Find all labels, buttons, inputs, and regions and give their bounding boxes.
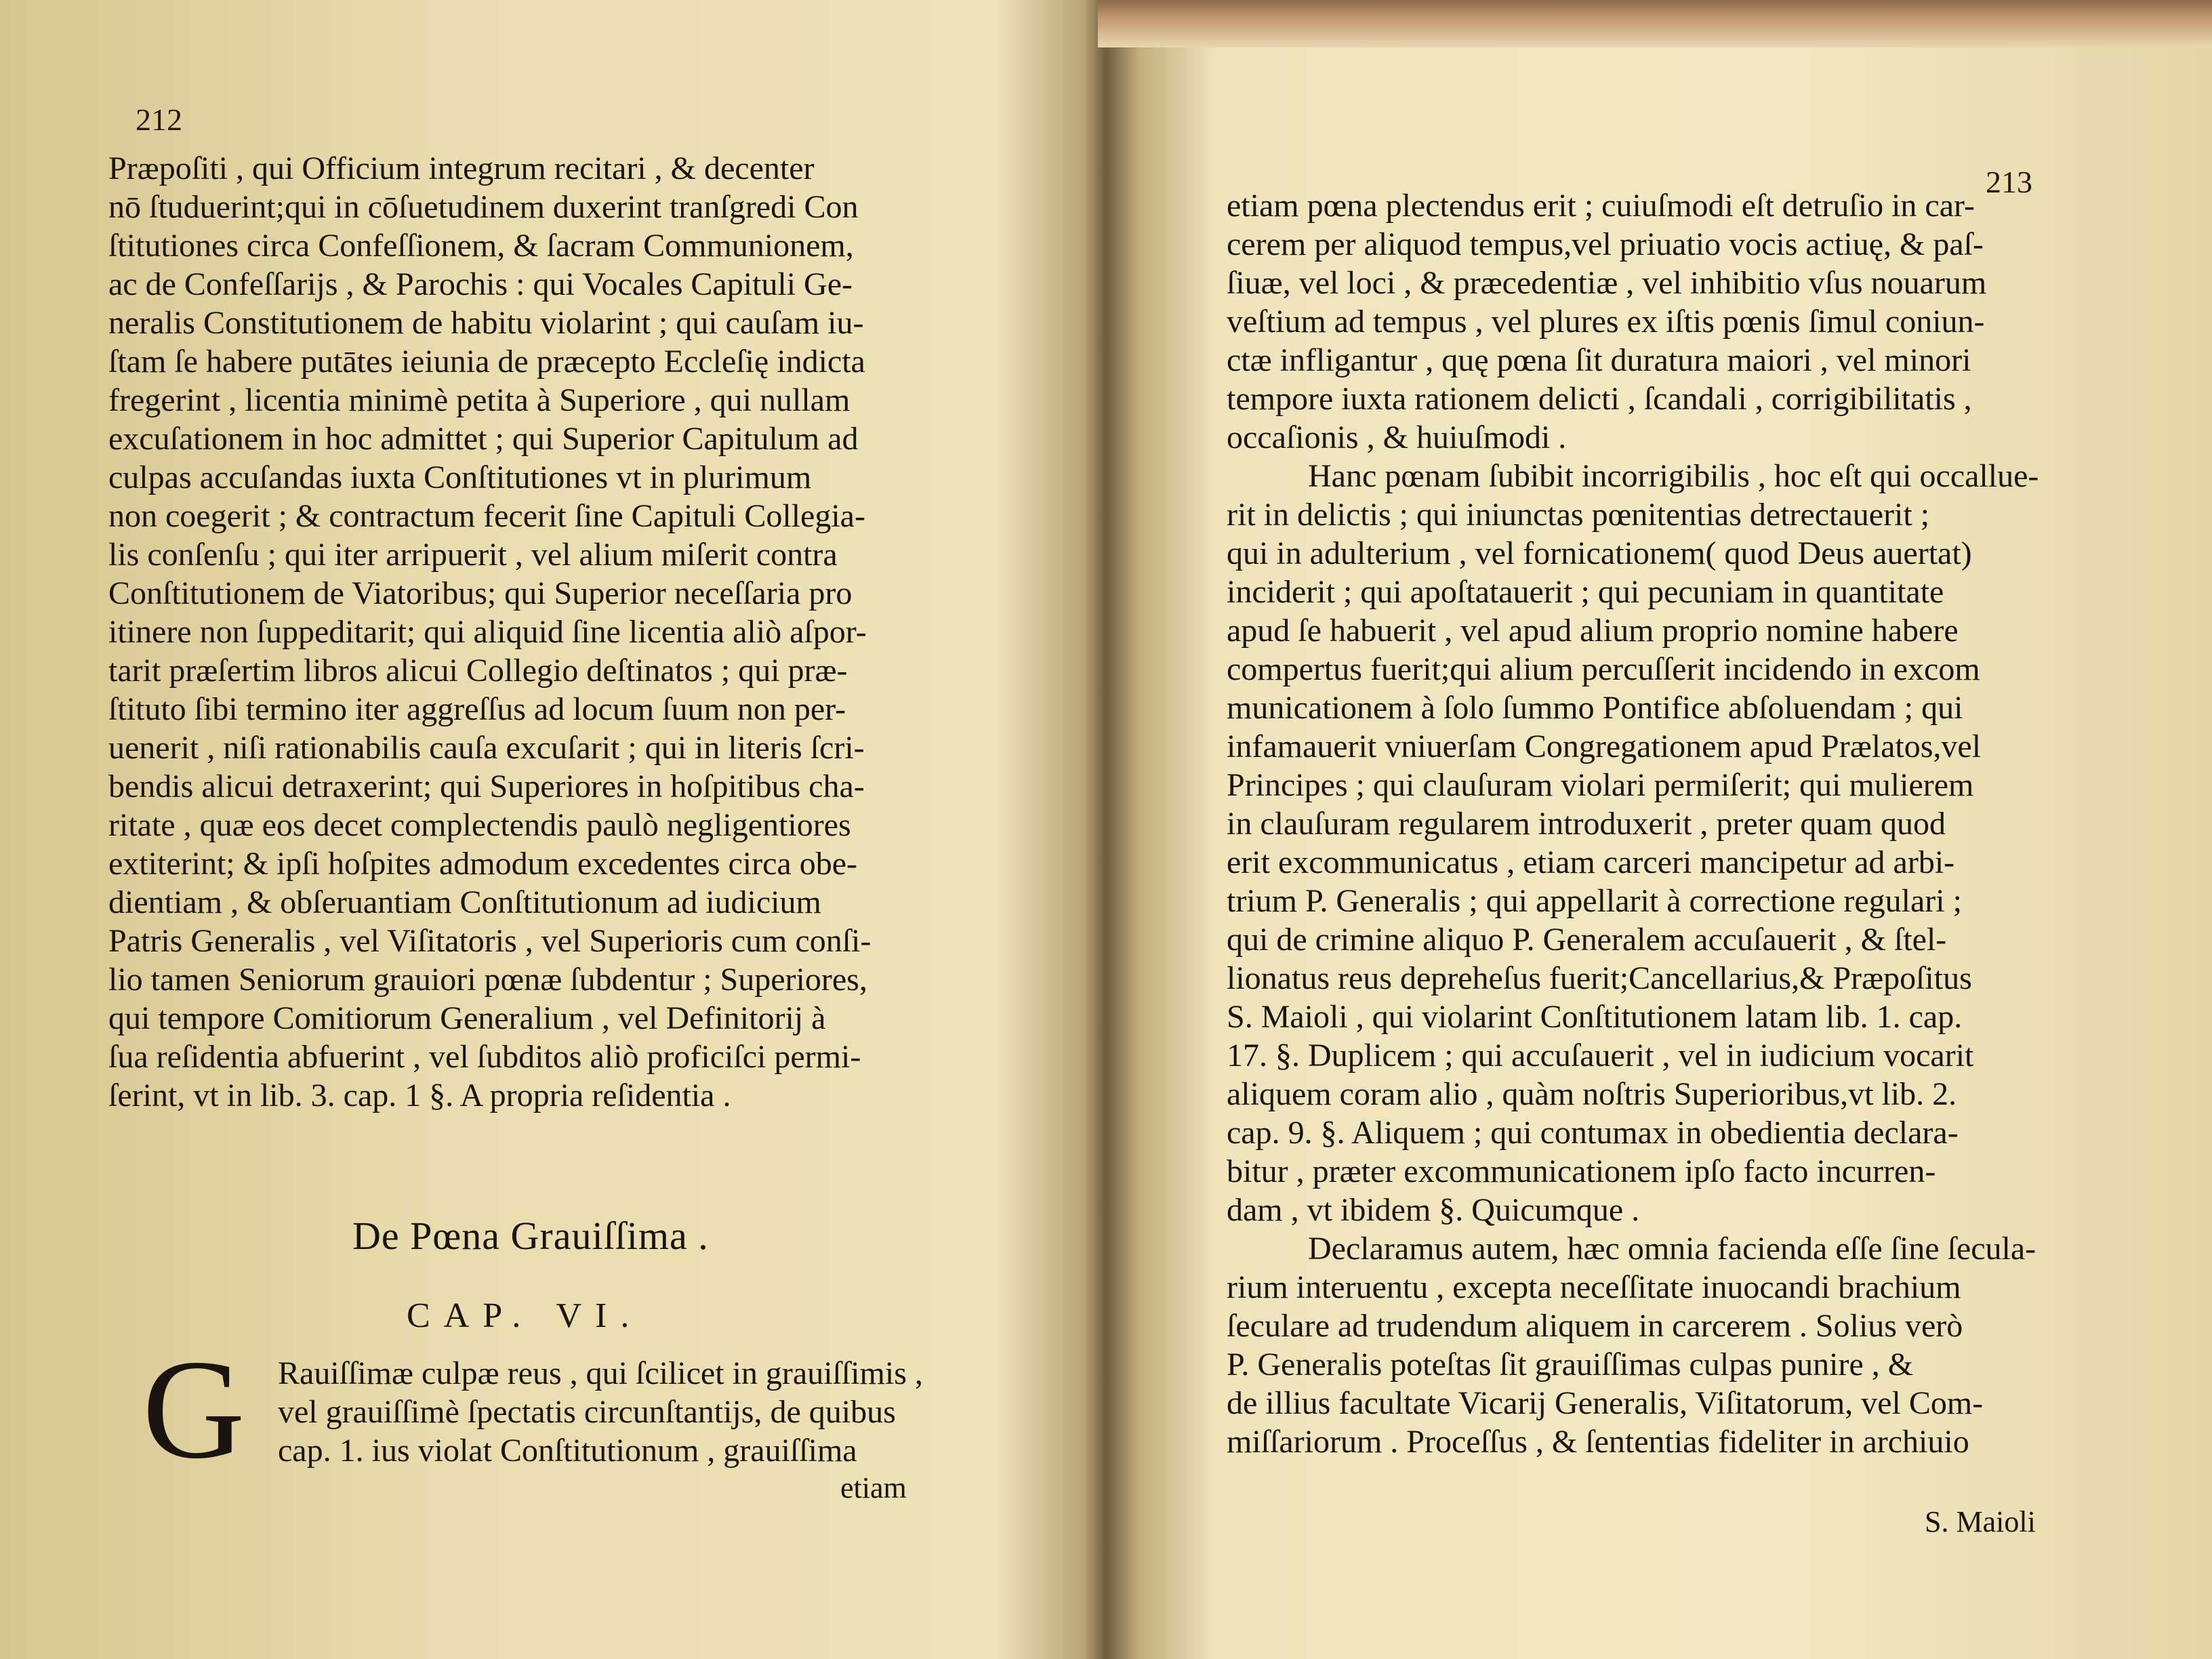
- text-line: ctæ infligantur , quę pœna ſit duratura maiori , vel minori: [1227, 342, 1971, 378]
- text-line: qui de crimine aliquo P. Generalem accuſauerit , & ſtel-: [1227, 922, 1947, 958]
- text-line: bitur , præter excommunicationem ipſo facto incurren-: [1227, 1153, 1936, 1189]
- text-line: lio tamen Seniorum grauiori pœnæ ſubdentur ; Superiores,: [108, 962, 867, 998]
- text-line: Declaramus autem, hæc omnia facienda eſſe ſine ſecula-: [1308, 1231, 2036, 1267]
- text-line: cap. 1. ius violat Conſtitutionum , grauiſſima: [278, 1433, 857, 1469]
- table-edge: [1098, 0, 2212, 47]
- text-line: in clauſuram regularem introduxerit , preter quam quod: [1227, 806, 1946, 842]
- section-heading: De Pœna Grauiſſima .: [352, 1214, 709, 1258]
- text-line: ſtitutiones circa Confeſſionem, & ſacram Communionem,: [108, 228, 854, 264]
- text-line: cap. 9. §. Aliquem ; qui contumax in obedientia declara-: [1227, 1115, 1959, 1151]
- text-line: 17. §. Duplicem ; qui accuſauerit , vel in iudicium vocarit: [1227, 1038, 1974, 1073]
- text-line: extiterint; & ipſi hoſpites admodum excedentes circa obe-: [108, 846, 857, 882]
- text-line: erit excommunicatus , etiam carceri mancipetur ad arbi-: [1227, 844, 1955, 880]
- text-line: qui tempore Comitiorum Generalium , vel Definitorij à: [108, 1000, 826, 1036]
- text-line: fregerint , licentia minimè petita à Superiore , qui nullam: [108, 382, 851, 418]
- text-line: veſtium ad tempus , vel plures ex iſtis pœnis ſimul coniun-: [1227, 304, 1985, 340]
- text-line: Præpoſiti , qui Officium integrum recitari , & decenter: [108, 150, 815, 186]
- text-line: etiam pœna plectendus erit ; cuiuſmodi eſt detruſio in car-: [1227, 188, 1975, 224]
- text-line: ac de Confeſſarijs , & Parochis : qui Vocales Capituli Ge-: [108, 266, 853, 302]
- text-line: Hanc pœnam ſubibit incorrigibilis , hoc eſt qui occallue-: [1308, 458, 2039, 494]
- text-line: compertus fuerit;qui alium percuſſerit incidendo in excom: [1227, 651, 1980, 687]
- text-line: culpas accuſandas iuxta Conſtitutiones vt in plurimum: [108, 459, 812, 495]
- text-line: tarit præſertim libros alicui Collegio deſtinatos ; qui præ-: [108, 653, 848, 689]
- text-line: neralis Constitutionem de habitu violarint ; qui cauſam iu-: [108, 305, 864, 341]
- text-line: ritate , quæ eos decet complectendis paulò negligentiores: [108, 807, 851, 843]
- text-line: aliquem coram alio , quàm noſtris Superioribus,vt lib. 2.: [1227, 1076, 1957, 1112]
- text-line: ſtituto ſibi termino iter aggreſſus ad locum ſuum non per-: [108, 691, 846, 727]
- text-line: non coegerit ; & contractum fecerit ſine Capituli Collegia-: [108, 498, 865, 534]
- text-line: Principes ; qui clauſuram violari permiſerit; qui mulierem: [1227, 767, 1974, 803]
- text-line: apud ſe habuerit , vel apud alium proprio nomine habere: [1227, 613, 1959, 649]
- text-line: dam , vt ibidem §. Quicumque .: [1227, 1192, 1640, 1228]
- text-line: de illius facultate Vicarij Generalis, Viſitatorum, vel Com-: [1227, 1385, 1984, 1421]
- text-line: municationem à ſolo ſummo Pontifice abſoluendam ; qui: [1227, 690, 1963, 726]
- text-line: ſtam ſe habere putātes ieiunia de præcepto Eccleſię indicta: [108, 344, 865, 380]
- text-line: ſua reſidentia abfuerint , vel ſubditos aliò proficiſci permi-: [108, 1039, 861, 1075]
- text-line: trium P. Generalis ; qui appellarit à correctione regulari ;: [1227, 883, 1962, 919]
- text-line: Conſtitutionem de Viatoribus; qui Superior neceſſaria pro: [108, 575, 853, 611]
- text-line: Rauiſſimæ culpæ reus , qui ſcilicet in grauiſſimis ,: [278, 1355, 923, 1391]
- catchword: S. Maioli: [1925, 1505, 2036, 1538]
- text-line: Patris Generalis , vel Viſitatoris , vel Superioris cum conſi-: [108, 923, 872, 959]
- chapter-title: CAP. VI.: [407, 1296, 643, 1335]
- text-line: vel grauiſſimè ſpectatis circunſtantijs, de quibus: [278, 1394, 896, 1430]
- text-line: ſiuæ, vel loci , & præcedentiæ , vel inhibitio vſus nouarum: [1227, 265, 1987, 301]
- text-line: itinere non ſuppeditarit; qui aliquid ſine licentia aliò aſpor-: [108, 614, 867, 650]
- text-line: uenerit , niſi rationabilis cauſa excuſarit ; qui in literis ſcri-: [108, 730, 865, 766]
- text-line: excuſationem in hoc admittet ; qui Superior Capitulum ad: [108, 421, 859, 457]
- text-line: rit in delictis ; qui iniunctas pœnitentias detrectauerit ;: [1227, 497, 1930, 533]
- chapter-text: [278, 1354, 923, 1470]
- text-line: inciderit ; qui apoſtatauerit ; qui pecuniam in quantitate: [1227, 574, 1944, 610]
- catchword: etiam: [840, 1471, 907, 1504]
- text-line: miſſariorum . Proceſſus , & ſententias fideliter in archiuio: [1227, 1424, 1969, 1460]
- text-line: P. Generalis poteſtas ſit grauiſſimas culpas punire , &: [1227, 1347, 1914, 1382]
- text-line: infamauerit vniuerſam Congregationem apud Prælatos,vel: [1227, 729, 1982, 764]
- text-line: rium interuentu , excepta neceſſitate inuocandi brachium: [1227, 1269, 1961, 1305]
- text-line: lionatus reus depreheſus fuerit;Cancellarius,& Præpoſitus: [1227, 960, 1972, 996]
- text-line: ſeculare ad trudendum aliquem in carcerem . Solius verò: [1227, 1308, 1963, 1344]
- drop-cap: G: [142, 1331, 245, 1488]
- body-text: [108, 149, 871, 1115]
- text-line: S. Maioli , qui violarint Conſtitutionem latam lib. 1. cap.: [1227, 999, 1963, 1035]
- body-text: [1227, 186, 2039, 1461]
- text-line: tempore iuxta rationem delicti , ſcandali , corrigibilitatis ,: [1227, 381, 1972, 417]
- text-line: occaſionis , & huiuſmodi .: [1227, 419, 1567, 455]
- page-number: 212: [136, 102, 182, 137]
- text-line: dientiam , & obſeruantiam Conſtitutionum ad iudicium: [108, 884, 821, 920]
- page-number: 213: [1986, 165, 2032, 199]
- text-line: qui in adulterium , vel fornicationem( quod Deus auertat): [1227, 535, 1972, 571]
- text-line: bendis alicui detraxerint; qui Superiores in hoſpitibus cha-: [108, 769, 865, 804]
- text-line: cerem per aliquod tempus,vel priuatio vocis actiuę, & paſ-: [1227, 226, 1984, 262]
- text-line: ſerint, vt in lib. 3. cap. 1 §. A propria reſidentia .: [108, 1078, 731, 1113]
- text-line: lis conſenſu ; qui iter arripuerit , vel alium miſerit contra: [108, 537, 838, 573]
- text-line: nō ſtuduerint;qui in cōſuetudinem duxerint tranſgredi Con: [108, 189, 859, 225]
